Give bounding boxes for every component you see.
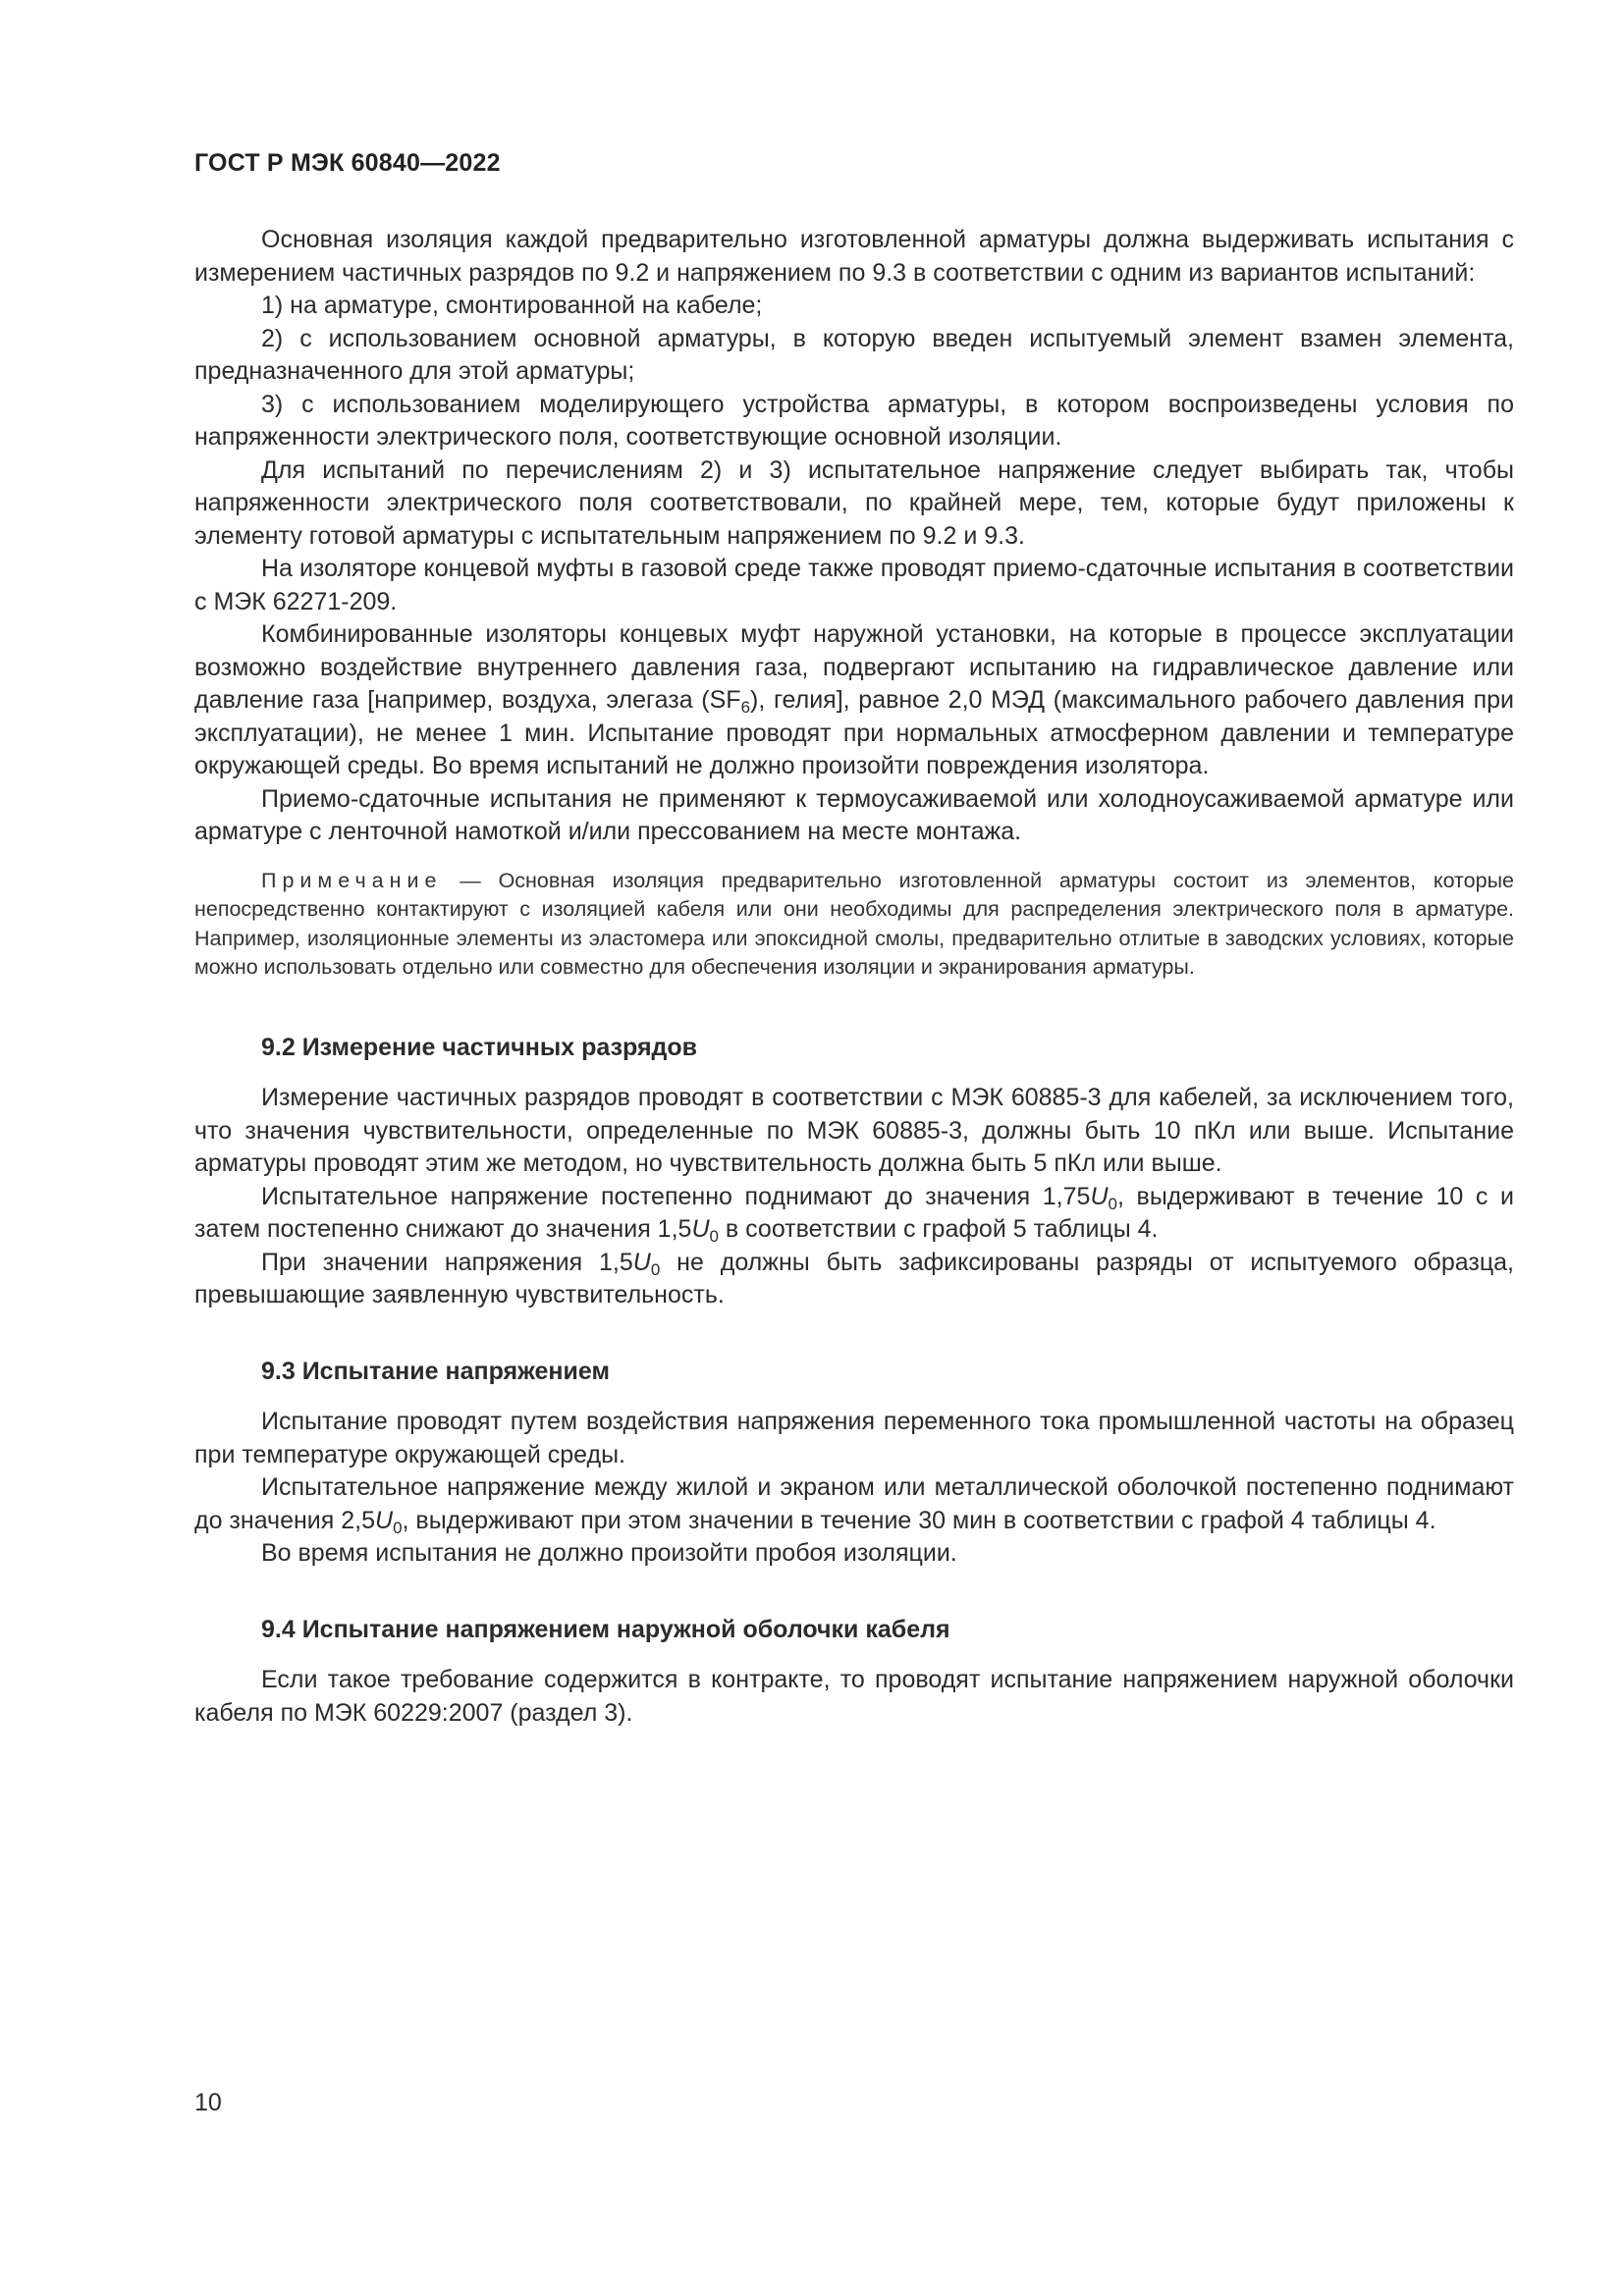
paragraph: Испытательное напряжение между жилой и экраном или металлической оболочкой постепенно поднимают до значения $2,5U_0$, выдерживают при этом значении в течение 30 мин в соответствии с графой 4 таблицы 4.: [194, 1473, 1514, 1537]
paragraph: Измерение частичных разрядов проводят в соответствии с МЭК 60885-3 для кабелей, за исключением того, что значения чувствительности, определенные по МЭК 60885-3, должны быть 10 пКл или выше. Испытание арматуры проводят этим же методом, но чувствительность должна быть 5 пКл или выше.: [194, 1084, 1514, 1177]
note-text: — Основная изоляция предварительно изготовленной арматуры состоит из элементов, которые непосредственно контактируют с изоляцией кабеля или они необходимы для распределения электрического поля в арматуре. Например, изоляционные элементы из эластомера или эпоксидной смолы, предварительно отлитые в заводских условиях, которые можно использовать отдельно или совместно для обеспечения изоляции и экранирования арматуры.: [194, 868, 1514, 979]
paragraph: Для испытаний по перечислениям 2) и 3) испытательное напряжение следует выбирать так, чтобы напряженности электрического поля соответствовали, по крайней мере, тем, которые будут приложены к элементу готовой арматуры с испытательным напряжением по 9.2 и 9.3.: [194, 455, 1514, 550]
paragraph: На изоляторе концевой муфты в газовой среде также проводят приемо-сдаточные испытания в соответствии с МЭК 62271-209.: [194, 555, 1514, 615]
paragraph: Во время испытания не должно произойти пробоя изоляции.: [261, 1539, 957, 1567]
subscript: 6: [740, 698, 751, 717]
note-label: Примечание: [261, 868, 443, 892]
paragraph: Основная изоляция каждой предварительно изготовленной арматуры должна выдерживать испытания с измерением частичных разрядов по 9.2 и напряжением по 9.3 в соответствии с одним из вариантов испытаний:: [194, 226, 1514, 287]
paragraph: Приемо-сдаточные испытания не применяют к термоусаживаемой или холодноусаживаемой арматуре или арматуре с ленточной намоткой и/или прессованием на месте монтажа.: [194, 784, 1514, 845]
paragraph: При значении напряжения $1,5U_0$ не должны быть зафиксированы разряды от испытуемого образца, превышающие заявленную чувствительность.: [194, 1248, 1515, 1308]
paragraph: Комбинированные изоляторы концевых муфт наружной установки, на которые в процессе эксплуатации возможно воздействие внутреннего давления газа, подвергают испытанию на гидравлическое давление или давление газа [например, воздуха, элегаза $(SF_6)$, гелия], равное 2,0 МЭД (максимального рабочего давления при эксплуатации), не менее 1 мин. Испытание проводят при нормальных атмосферном давлении и температуре окружающей среды. Во время испытаний не должно произойти повреждения изолятора.: [194, 620, 1514, 779]
list-item: 3) с использованием моделирующего устройства арматуры, в котором воспроизведены условия по напряженности электрического поля, соответствующие основной изоляции.: [194, 390, 1514, 451]
section-heading-9-2: 9.2 Измерение частичных разрядов: [261, 1033, 698, 1061]
list-item: 1) на арматуре, смонтированной на кабеле;: [261, 292, 763, 319]
document-code-header: ГОСТ Р МЭК 60840—2022: [194, 149, 501, 177]
paragraph: Если такое требование содержится в контракте, то проводят испытание напряжением наружной оболочки кабеля по МЭК 60229:2007 (раздел 3).: [194, 1666, 1514, 1727]
paragraph: Испытательное напряжение постепенно поднимают до значения $1,75U_0$, выдерживают в течение 10 с и затем постепенно снижают до значения $1,5U_0$ в соответствии с графой 5 таблицы 4.: [194, 1182, 1514, 1246]
page-number: 10: [194, 2089, 222, 2116]
note: [194, 867, 1514, 983]
page-content: [194, 224, 1514, 1730]
section-heading-9-3: 9.3 Испытание напряжением: [261, 1357, 610, 1385]
section-heading-9-4: 9.4 Испытание напряжением наружной оболочки кабеля: [261, 1615, 950, 1643]
list-item: 2) с использованием основной арматуры, в которую введен испытуемый элемент взамен элемента, предназначенного для этой арматуры;: [194, 324, 1514, 385]
paragraph: Испытание проводят путем воздействия напряжения переменного тока промышленной частоты на образец при температуре окружающей среды.: [194, 1408, 1514, 1468]
